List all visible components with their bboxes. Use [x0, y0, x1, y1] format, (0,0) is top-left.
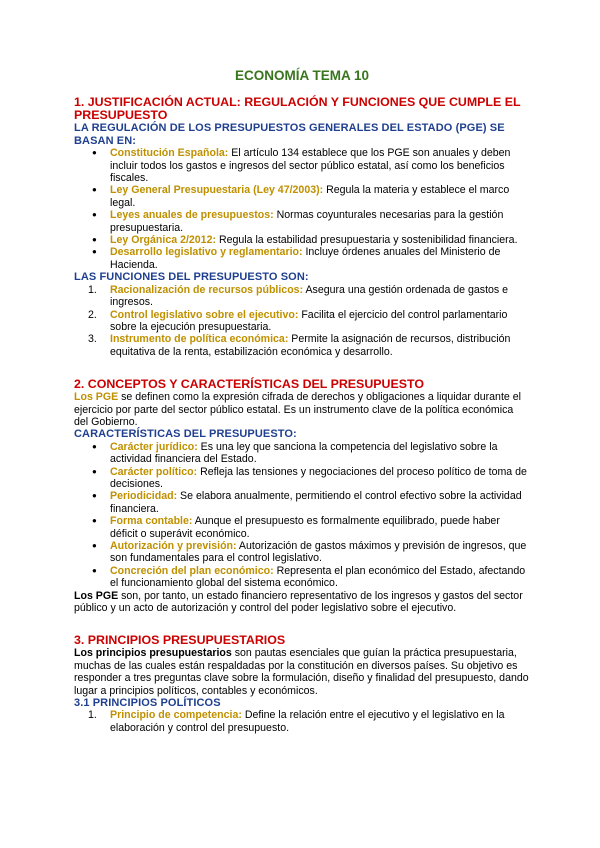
list-item	[74, 184, 530, 209]
item-text: Asegura una gestión ordenada de gastos e ingresos.	[110, 283, 509, 309]
bullet-icon: ●	[92, 541, 97, 550]
list-item	[74, 309, 530, 334]
bullet-icon: ●	[92, 516, 97, 526]
list-item	[74, 234, 530, 246]
item-term: Ley General Presupuestaria (Ley 47/2003):	[110, 184, 324, 197]
bullet-icon: ●	[92, 565, 97, 575]
item-term: Leyes anuales de presupuestos:	[110, 209, 274, 222]
item-text: Facilita el ejercicio del control parlamentario sobre la ejecución presupuestaria.	[110, 308, 508, 333]
item-term: Racionalización de recursos públicos:	[110, 283, 304, 296]
item-number: 3.	[88, 333, 97, 346]
bullet-icon: ●	[92, 491, 97, 501]
functions-subheading: LAS FUNCIONES DEL PRESUPUESTO SON:	[74, 271, 309, 284]
section-2-intro	[74, 391, 530, 428]
item-term: Forma contable:	[110, 515, 193, 528]
item-text: Aunque el presupuesto es formalmente equilibrado, puede haber déficit o superávit económico.	[110, 515, 500, 540]
item-text: Regula la estabilidad presupuestaria y sostenibilidad financiera.	[216, 234, 518, 247]
intro-term: Los principios presupuestarios	[74, 647, 232, 660]
item-text: Incluye órdenes anuales del Ministerio de Hacienda.	[110, 246, 501, 271]
list-item	[74, 147, 530, 184]
principles-list	[74, 709, 530, 734]
intro-text: son pautas esenciales que guían la práctica presupuestaria, muchas de las cuales están respaldadas por la constitución en diversos países. Su objetivo es responder a tres preguntas clave sobre la formulación, diseño y finalidad del presupuesto, dando lugar a principios políticos, contables y económicos.	[74, 647, 529, 697]
item-term: Ley Orgánica 2/2012:	[110, 234, 216, 247]
intro-term: Los PGE	[74, 391, 119, 404]
item-text: Refleja las tensiones y negociaciones del proceso político de toma de decisiones.	[110, 465, 527, 490]
features-subheading: CARACTERÍSTICAS DEL PRESUPUESTO:	[74, 428, 297, 441]
item-text: Es una ley que sanciona la competencia del legislativo sobre la actividad financiera del Estado.	[110, 440, 498, 466]
document-title: ECONOMÍA TEMA 10	[234, 68, 369, 83]
bullet-icon: ●	[92, 210, 97, 220]
item-text: Autorización de gastos máximos y previsión de ingresos, que son fundamentales para el control legislativo.	[110, 540, 527, 565]
closing-term: Los PGE	[74, 589, 119, 602]
item-term: Carácter político:	[110, 465, 198, 478]
features-list	[74, 441, 530, 590]
list-item	[74, 284, 530, 309]
list-item	[74, 515, 530, 540]
intro-text: se definen como la expresión cifrada de derechos y obligaciones a liquidar durante el ejercicio por parte del sector público estatal. Es un instrumento clave de la política económica del Gobierno.	[74, 391, 521, 428]
list-item	[74, 246, 530, 271]
item-term: Instrumento de política económica:	[110, 333, 289, 346]
item-term: Autorización y previsión:	[110, 540, 237, 552]
section-2-closing	[74, 590, 530, 615]
closing-text: son, por tanto, un estado financiero representativo de los ingresos y gastos del sector público y un acto de autorización y control del poder legislativo sobre el ejecutivo.	[74, 589, 523, 615]
item-term: Control legislativo sobre el ejecutivo:	[110, 308, 299, 321]
item-term: Concreción del plan económico:	[110, 564, 274, 577]
regulation-list	[74, 147, 530, 271]
list-item	[74, 441, 530, 466]
document-page	[74, 70, 530, 734]
bullet-icon: ●	[92, 466, 97, 476]
functions-list	[74, 284, 530, 358]
item-number: 1.	[88, 283, 97, 296]
item-term: Desarrollo legislativo y reglamentario:	[110, 246, 303, 259]
section-1-heading: 1. JUSTIFICACIÓN ACTUAL: REGULACIÓN Y FUNCIONES QUE CUMPLE EL PRESUPUESTO	[74, 95, 521, 123]
list-item	[74, 490, 530, 515]
item-number: 2.	[88, 308, 97, 321]
list-item	[74, 466, 530, 491]
section-3-heading: 3. PRINCIPIOS PRESUPUESTARIOS	[74, 633, 286, 648]
item-text: El artículo 134 establece que los PGE son anuales y deben incluir todos los gastos e ingresos del sector público estatal, así como los beneficios fiscales.	[110, 147, 511, 185]
bullet-icon: ●	[92, 247, 97, 257]
list-item	[74, 209, 530, 234]
list-item	[74, 540, 530, 565]
item-number: 1.	[88, 709, 97, 722]
bullet-icon: ●	[92, 185, 97, 195]
section-3-intro	[74, 647, 530, 697]
item-term: Constitución Española:	[110, 147, 229, 160]
item-text: Regula la materia y establece el marco legal.	[110, 184, 510, 209]
bullet-icon: ●	[92, 441, 97, 451]
item-term: Principio de competencia:	[110, 709, 242, 722]
regulation-subheading: LA REGULACIÓN DE LOS PRESUPUESTOS GENERALES DEL ESTADO (PGE) SE BASAN EN:	[74, 122, 505, 147]
item-text: Define la relación entre el ejecutivo y el legislativo en la elaboración y control del presupuesto.	[110, 709, 505, 734]
list-item	[74, 565, 530, 590]
item-term: Carácter jurídico:	[110, 440, 198, 453]
bullet-icon: ●	[92, 148, 97, 158]
item-text: Se elabora anualmente, permitiendo el control efectivo sobre la actividad financiera.	[110, 490, 522, 515]
list-item	[74, 709, 530, 734]
political-principles-subheading: 3.1 PRINCIPIOS POLÍTICOS	[74, 697, 221, 710]
item-text: Normas coyunturales necesarias para la gestión presupuestaria.	[110, 209, 504, 234]
item-text: Representa el plan económico del Estado, afectando el funcionamiento global del sistema económico.	[110, 564, 526, 590]
list-item	[74, 333, 530, 358]
section-2-heading: 2. CONCEPTOS Y CARACTERÍSTICAS DEL PRESUPUESTO	[74, 377, 424, 392]
item-term: Periodicidad:	[110, 490, 178, 503]
bullet-icon: ●	[92, 235, 97, 245]
item-text: Permite la asignación de recursos, distribución equitativa de la renta, estabilización económica y desarrollo.	[110, 333, 511, 358]
